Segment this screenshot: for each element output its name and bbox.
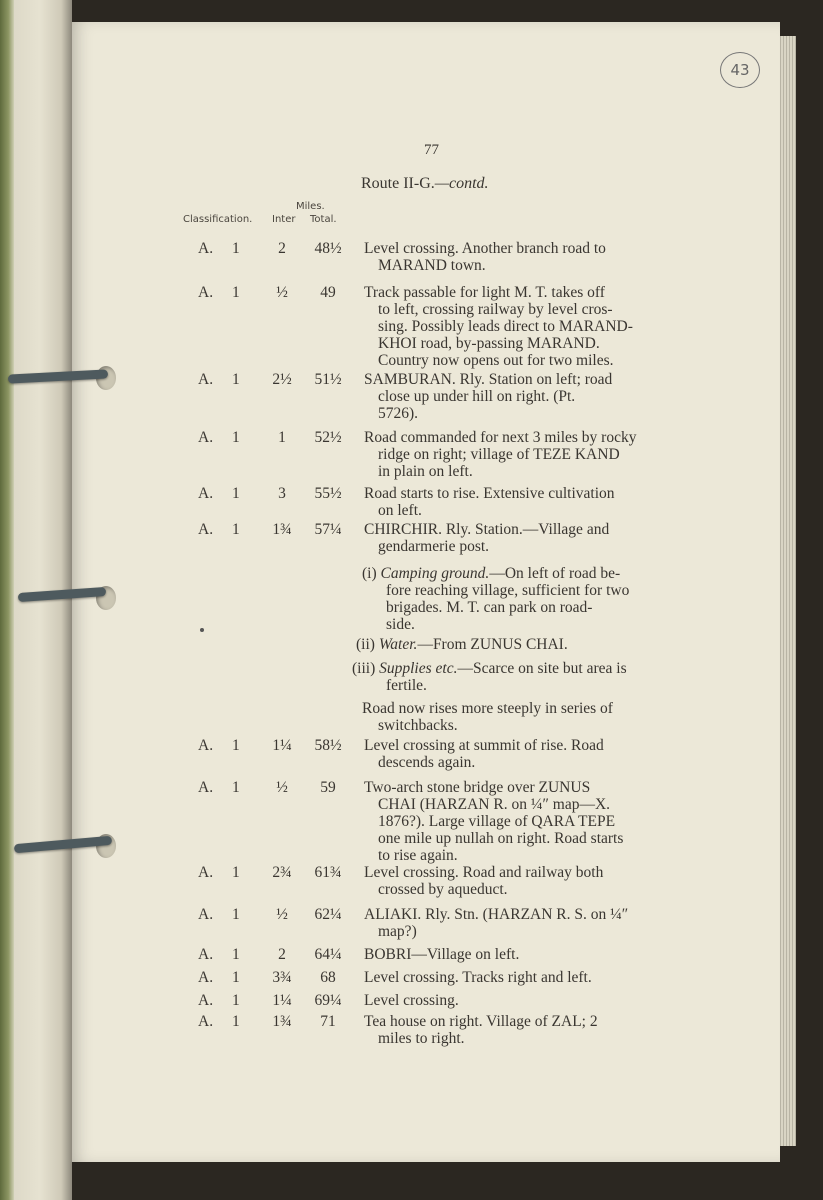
classification-cell: A.	[198, 240, 214, 257]
note-line	[356, 636, 696, 653]
total-miles-cell: 58½	[314, 737, 342, 754]
classification-cell: A.	[198, 992, 214, 1009]
inter-miles-cell: 1¾	[272, 1013, 292, 1030]
description-line: Level crossing. Another branch road to	[364, 240, 606, 257]
description-line: gendarmerie post.	[378, 538, 490, 555]
class-number-cell: 1	[232, 992, 240, 1009]
description-line: to rise again.	[378, 847, 458, 864]
description-line: BOBRI—Village on left.	[364, 946, 520, 963]
total-miles-cell: 71	[320, 1013, 336, 1030]
header-miles: Miles.	[296, 201, 325, 212]
camp-note	[352, 660, 692, 694]
route-description	[364, 864, 694, 898]
classification-cell: A.	[198, 906, 214, 923]
note-text: —On left of road be-	[489, 565, 621, 582]
description-line: Two-arch stone bridge over ZUNUS	[364, 779, 591, 796]
inter-miles-cell: ½	[276, 779, 288, 796]
total-miles-cell: 55½	[314, 485, 342, 502]
total-miles-cell: 57¼	[314, 521, 342, 538]
note-label: Water.	[378, 636, 418, 653]
inter-miles-cell: 2	[278, 946, 286, 963]
description-line: 5726).	[378, 405, 419, 422]
header-classification: Classification.	[183, 214, 253, 225]
total-miles-cell: 48½	[314, 240, 342, 257]
description-line: on left.	[378, 502, 422, 519]
total-miles-cell: 64¼	[314, 946, 342, 963]
classification-cell: A.	[198, 969, 214, 986]
description-line: crossed by aqueduct.	[378, 881, 508, 898]
description-line: Level crossing at summit of rise. Road	[364, 737, 604, 754]
description-line: 1876?). Large village of QARA TEPE	[378, 813, 616, 830]
description-line: Tea house on right. Village of ZAL; 2	[364, 1013, 598, 1030]
note-label: Camping ground.	[380, 565, 490, 582]
description-line: close up under hill on right. (Pt.	[378, 388, 576, 405]
description-line: Level crossing.	[364, 992, 459, 1009]
inter-miles-cell: 1¼	[272, 737, 292, 754]
class-number-cell: 1	[232, 737, 240, 754]
description-line: Track passable for light M. T. takes off	[364, 284, 605, 301]
classification-cell: A.	[198, 521, 214, 538]
description-line: to left, crossing railway by level cros-	[378, 301, 613, 318]
description-line: ALIAKI. Rly. Stn. (HARZAN R. S. on ¼″	[364, 906, 629, 923]
classification-cell: A.	[198, 485, 214, 502]
route-description	[364, 946, 694, 963]
classification-cell: A.	[198, 1013, 214, 1030]
class-number-cell: 1	[232, 969, 240, 986]
route-title	[361, 175, 489, 193]
description-line: sing. Possibly leads direct to MARAND-	[378, 318, 633, 335]
note-number: (i)	[362, 565, 377, 582]
total-miles-cell: 49	[320, 284, 336, 301]
note-text: —Scarce on site but area is	[457, 660, 627, 677]
description-line: in plain on left.	[378, 463, 473, 480]
total-miles-cell: 52½	[314, 429, 342, 446]
class-number-cell: 1	[232, 485, 240, 502]
route-description	[364, 779, 694, 864]
total-miles-cell: 51½	[314, 371, 342, 388]
handwritten-folio-number: 43	[720, 52, 760, 88]
note-line: Road now rises more steeply in series of	[362, 700, 613, 717]
class-number-cell: 1	[232, 906, 240, 923]
route-description	[364, 240, 694, 274]
note-text: —From ZUNUS CHAI.	[417, 636, 568, 653]
description-line: ridge on right; village of TEZE KAND	[378, 446, 620, 463]
note-line: fertile.	[386, 677, 427, 694]
description-line: CHIRCHIR. Rly. Station.—Village and	[364, 521, 610, 538]
inter-miles-cell: 2¾	[272, 864, 292, 881]
description-line: descends again.	[378, 754, 476, 771]
class-number-cell: 1	[232, 429, 240, 446]
route-title-contd: —contd.	[434, 175, 489, 192]
description-line: Country now opens out for two miles.	[378, 352, 614, 369]
classification-cell: A.	[198, 864, 214, 881]
description-line: map?)	[378, 923, 417, 940]
classification-cell: A.	[198, 779, 214, 796]
route-description	[364, 429, 694, 480]
note-line	[362, 565, 702, 582]
description-line: miles to right.	[378, 1030, 465, 1047]
classification-cell: A.	[198, 946, 214, 963]
header-inter: Inter	[272, 214, 296, 225]
note-label: Supplies etc.	[379, 660, 458, 677]
inter-miles-cell: 1	[278, 429, 286, 446]
inter-miles-cell: 1¾	[272, 521, 292, 538]
inter-miles-cell: ½	[276, 284, 288, 301]
note-number: (ii)	[356, 636, 375, 653]
note-line: switchbacks.	[378, 717, 458, 734]
note-number: (iii)	[352, 660, 376, 677]
classification-cell: A.	[198, 284, 214, 301]
class-number-cell: 1	[232, 864, 240, 881]
class-number-cell: 1	[232, 240, 240, 257]
route-description	[364, 992, 694, 1009]
inter-miles-cell: 1¼	[272, 992, 292, 1009]
route-description	[364, 371, 694, 422]
inter-miles-cell: 2	[278, 240, 286, 257]
page-number: 77	[424, 142, 439, 158]
class-number-cell: 1	[232, 1013, 240, 1030]
book-cover-edge	[0, 0, 14, 1200]
class-number-cell: 1	[232, 284, 240, 301]
total-miles-cell: 59	[320, 779, 336, 796]
description-line: Road starts to rise. Extensive cultivation	[364, 485, 615, 502]
ink-blot	[200, 628, 204, 632]
inter-miles-cell: 3¾	[272, 969, 292, 986]
description-line: KHOI road, by-passing MARAND.	[378, 335, 600, 352]
total-miles-cell: 61¾	[314, 864, 342, 881]
inter-miles-cell: 2½	[272, 371, 292, 388]
route-description	[364, 737, 694, 771]
camp-note	[356, 636, 696, 653]
description-line: Level crossing. Tracks right and left.	[364, 969, 592, 986]
description-line: SAMBURAN. Rly. Station on left; road	[364, 371, 613, 388]
route-description	[364, 485, 694, 519]
class-number-cell: 1	[232, 779, 240, 796]
description-line: CHAI (HARZAN R. on ¼″ map—X.	[378, 796, 611, 813]
note-line: side.	[386, 616, 415, 633]
route-description	[364, 521, 694, 555]
note-line: brigades. M. T. can park on road-	[386, 599, 593, 616]
description-line: one mile up nullah on right. Road starts	[378, 830, 624, 847]
inter-miles-cell: 3	[278, 485, 286, 502]
route-description	[364, 969, 694, 986]
total-miles-cell: 68	[320, 969, 336, 986]
route-description	[364, 1013, 694, 1047]
total-miles-cell: 62¼	[314, 906, 342, 923]
route-description	[364, 284, 694, 369]
inter-miles-cell: ½	[276, 906, 288, 923]
class-number-cell: 1	[232, 371, 240, 388]
classification-cell: A.	[198, 371, 214, 388]
total-miles-cell: 69¼	[314, 992, 342, 1009]
note-line	[352, 660, 692, 677]
class-number-cell: 1	[232, 521, 240, 538]
classification-cell: A.	[198, 429, 214, 446]
header-total: Total.	[310, 214, 337, 225]
class-number-cell: 1	[232, 946, 240, 963]
route-title-main: Route II-G.	[361, 175, 435, 192]
description-line: Level crossing. Road and railway both	[364, 864, 604, 881]
page-stack-edge	[778, 36, 796, 1146]
camp-note	[362, 565, 702, 633]
route-description	[364, 906, 694, 940]
description-line: Road commanded for next 3 miles by rocky	[364, 429, 637, 446]
description-line: MARAND town.	[378, 257, 486, 274]
note-line: fore reaching village, sufficient for two	[386, 582, 630, 599]
classification-cell: A.	[198, 737, 214, 754]
switchback-note	[362, 700, 702, 734]
